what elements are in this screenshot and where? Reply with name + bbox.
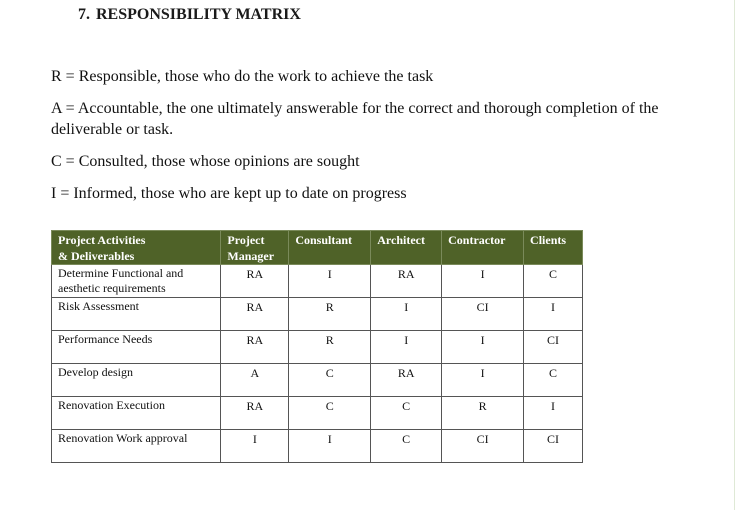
cell-activity: Renovation Execution [52,397,221,430]
cell-activity: Renovation Work approval [52,430,221,463]
cell-clients: I [524,397,583,430]
cell-activity: Performance Needs [52,331,221,364]
cell-contractor: I [442,265,524,298]
section-heading [78,6,301,24]
cell-contractor: R [442,397,524,430]
definitions-block [51,66,691,215]
cell-contractor: CI [442,298,524,331]
cell-clients: C [524,364,583,397]
cell-consultant: I [289,265,371,298]
cell-architect: I [371,331,442,364]
table-row [52,298,583,331]
table-row [52,430,583,463]
cell-pm: A [221,364,289,397]
header-consultant: Consultant [289,231,371,265]
cell-activity: Develop design [52,364,221,397]
definition-informed: I = Informed, those who are kept up to date on progress [51,185,407,202]
header-contractor: Contractor [442,231,524,265]
definition-accountable: A = Accountable, the one ultimately answerable for the correct and thorough completion of the deliverable or task. [51,100,659,138]
cell-architect: RA [371,265,442,298]
page-edge-line [734,0,735,510]
header-clients: Clients [524,231,583,265]
cell-contractor: CI [442,430,524,463]
section-title: RESPONSIBILITY MATRIX [96,6,301,23]
table-row [52,397,583,430]
header-project-manager: Project Manager [221,231,289,265]
cell-consultant: I [289,430,371,463]
section-number: 7. [78,6,90,23]
cell-pm: RA [221,331,289,364]
table-header-row [52,231,583,265]
table-row [52,331,583,364]
cell-clients: CI [524,430,583,463]
cell-architect: C [371,430,442,463]
cell-architect: C [371,397,442,430]
cell-pm: RA [221,397,289,430]
cell-consultant: C [289,397,371,430]
cell-pm: I [221,430,289,463]
header-activities: Project Activities & Deliverables [52,231,221,265]
cell-consultant: R [289,298,371,331]
cell-clients: I [524,298,583,331]
cell-pm: RA [221,265,289,298]
cell-pm: RA [221,298,289,331]
table-row [52,265,583,298]
cell-contractor: I [442,364,524,397]
cell-contractor: I [442,331,524,364]
table-row [52,364,583,397]
cell-clients: C [524,265,583,298]
cell-consultant: R [289,331,371,364]
cell-architect: I [371,298,442,331]
definition-responsible: R = Responsible, those who do the work to achieve the task [51,68,434,85]
cell-consultant: C [289,364,371,397]
definition-consulted: C = Consulted, those whose opinions are sought [51,153,360,170]
cell-activity: Determine Functional and aesthetic requirements [52,265,221,298]
cell-architect: RA [371,364,442,397]
header-architect: Architect [371,231,442,265]
cell-activity: Risk Assessment [52,298,221,331]
cell-clients: CI [524,331,583,364]
responsibility-matrix-table [51,230,583,463]
